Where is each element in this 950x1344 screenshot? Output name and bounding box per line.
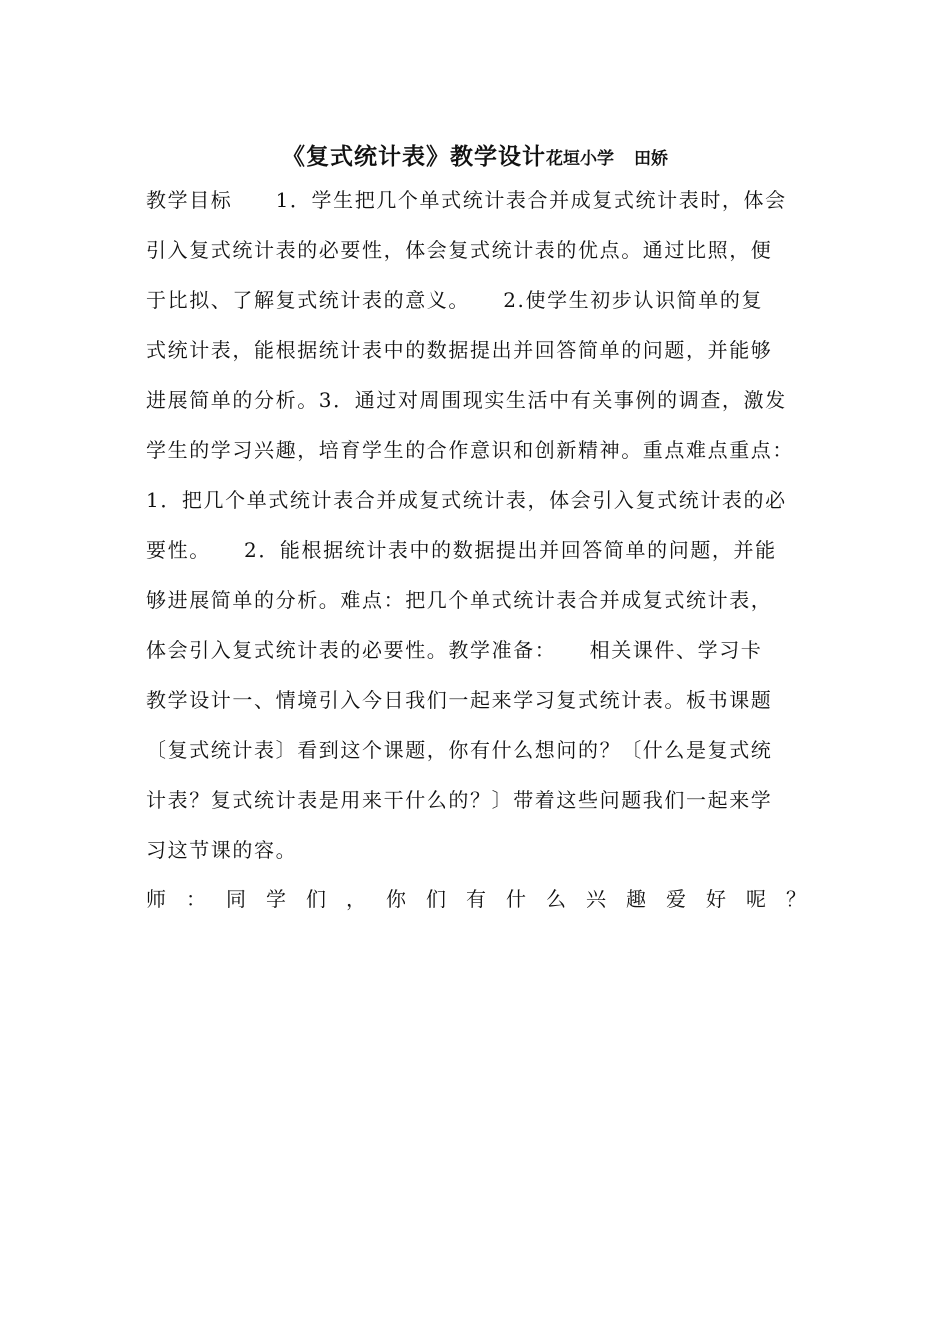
char: 趣 [626, 887, 646, 911]
body-line: 教学目标 1．学生把几个单式统计表合并成复式统计表时，体会 [146, 188, 787, 212]
char: 兴 [586, 887, 606, 911]
char: ： [186, 887, 206, 911]
char: 们 [426, 887, 446, 911]
author-name: 田娇 [634, 149, 668, 169]
char: 么 [546, 887, 566, 911]
char: 爱 [666, 887, 686, 911]
char: 好 [706, 887, 726, 911]
body-line: 式统计表，能根据统计表中的数据提出并回答简单的问题，并能够 [146, 338, 773, 362]
body-line: 〔复式统计表〕看到这个课题，你有什么想问的？〔什么是复式统 [146, 738, 773, 762]
body-line: 1．把几个单式统计表合并成复式统计表，体会引入复式统计表的必 [146, 488, 787, 512]
char: 同 [226, 887, 246, 911]
body-line: 教学设计一、情境引入今日我们一起来学习复式统计表。板书课题 [146, 688, 773, 712]
teacher-question-line [146, 884, 806, 914]
char: 呢 [746, 887, 766, 911]
char: 有 [466, 887, 486, 911]
char: 什 [506, 887, 526, 911]
document-title-row [0, 138, 950, 171]
body-line: 引入复式统计表的必要性，体会复式统计表的优点。通过比照，便 [146, 238, 773, 262]
char: 你 [386, 887, 406, 911]
body-line: 于比拟、了解复式统计表的意义。 2.使学生初步认识简单的复 [146, 288, 764, 312]
char: 们 [306, 887, 326, 911]
char: 师 [146, 887, 166, 911]
body-line: 习这节课的容。 [146, 838, 298, 862]
body-line: 学生的学习兴趣，培育学生的合作意识和创新精神。重点难点重点： [146, 438, 794, 462]
body-line: 进展简单的分析。3．通过对周围现实生活中有关事例的调查，激发 [146, 388, 787, 412]
body-line: 体会引入复式统计表的必要性。教学准备： 相关课件、学习卡 [146, 638, 763, 662]
char: ？ [786, 887, 806, 911]
body-line: 够进展简单的分析。难点：把几个单式统计表合并成复式统计表， [146, 588, 773, 612]
body-line: 计表？复式统计表是用来干什么的？〕带着这些问题我们一起来学 [146, 788, 773, 812]
char: 学 [266, 887, 286, 911]
body-line: 要性。 2．能根据统计表中的数据提出并回答简单的问题，并能 [146, 538, 777, 562]
char: ， [346, 887, 366, 911]
school-name: 花垣小学 [546, 149, 614, 169]
document-title: 《复式统计表》教学设计 [282, 143, 546, 170]
